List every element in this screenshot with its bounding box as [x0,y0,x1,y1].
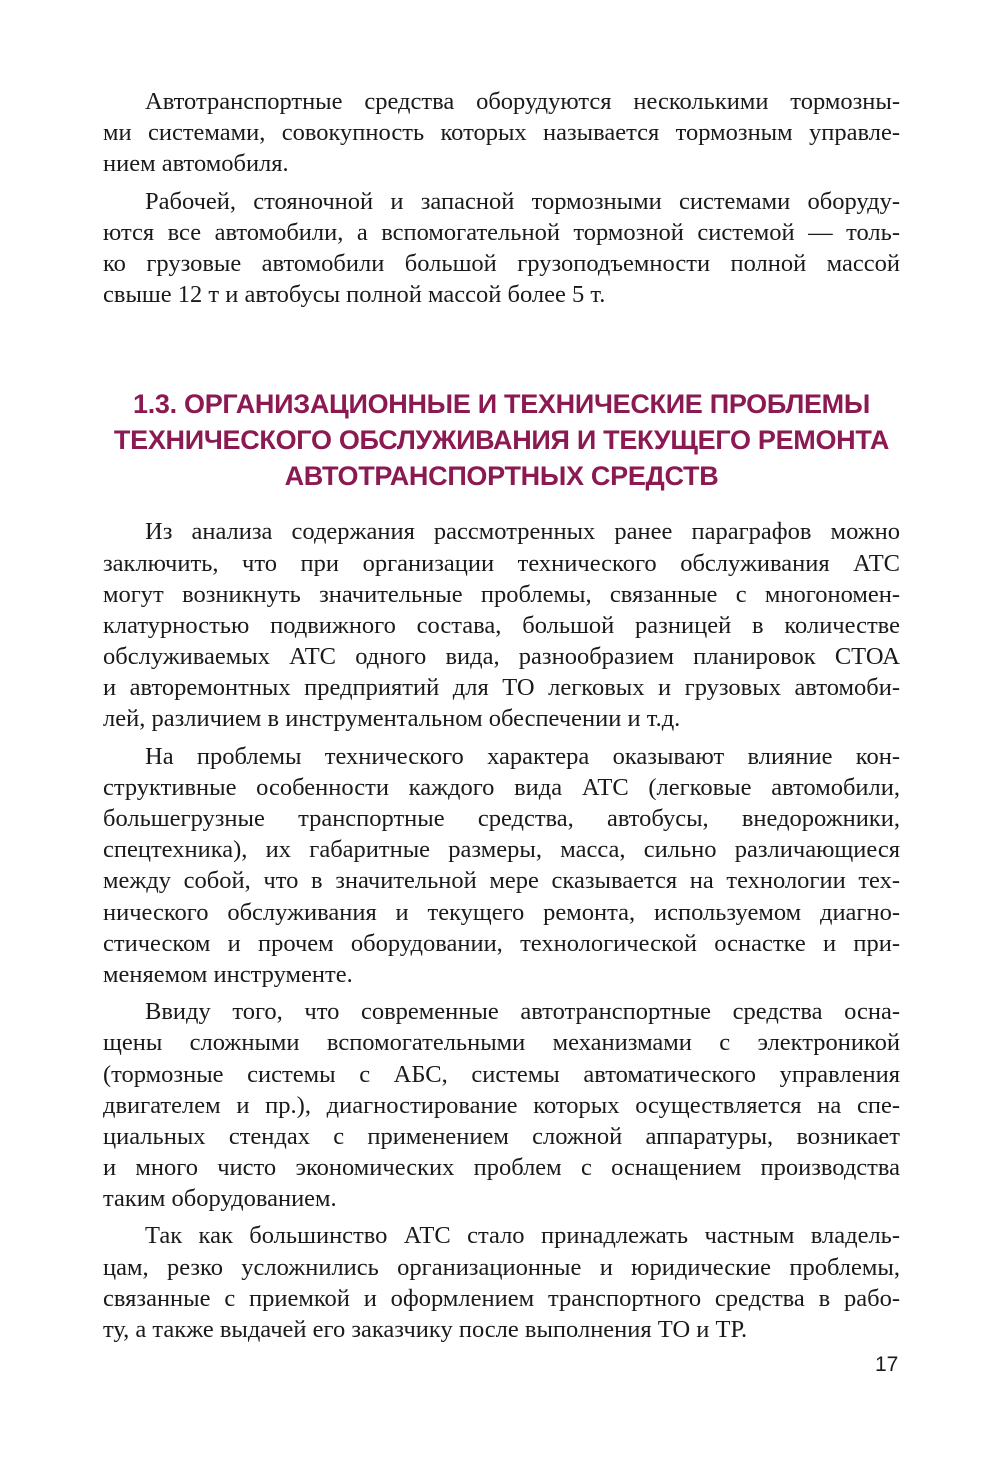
section-heading [103,386,900,494]
text-line: цам, резко усложнились организационные и юридические проблемы, [103,1253,900,1281]
text-line: и авторемонтных предприятий для ТО легковых и грузовых автомоби- [103,674,900,702]
text-line: двигателем и пр.), диагностирование которых осуществляется на спе- [103,1091,900,1119]
text-line: клатурностью подвижного состава, большой разницей в количестве [103,611,900,639]
text-line: могут возникнуть значительные проблемы, связанные с многономен- [103,580,900,608]
text-line: (тормозные системы с АБС, системы автоматического управления [103,1060,900,1088]
text-line: Автотранспортные средства оборудуются несколькими тормозны- [145,88,900,115]
text-line: обслуживаемых АТС одного вида, разнообразием планировок СТОА [103,643,900,671]
paragraph-organizational-problems [103,516,900,734]
text-line: заключить, что при организации технического обслуживания АТС [103,549,900,577]
text-line: ются все автомобили, а вспомогательной тормозной системой — толь- [103,218,900,246]
paragraph-technical-problems [103,741,900,991]
text-line: ми системами, совокупность которых называется тормозным управле- [103,119,900,147]
text-line: связанные с приемкой и оформлением транспортного средства в рабо- [103,1284,900,1312]
text-line: Так как большинство АТС стало принадлежать частным владель- [145,1222,900,1250]
text-line: структивные особенности каждого вида АТС (легковые автомобили, [103,773,900,801]
heading-line: 1.3. ОРГАНИЗАЦИОННЫЕ И ТЕХНИЧЕСКИЕ ПРОБЛЕМЫ [132,389,870,420]
text-line: свыше 12 т и автобусы полной массой более 5 т. [103,281,606,309]
text-line: ту, а также выдачей его заказчику после выполнения ТО и ТР. [103,1316,748,1343]
text-line: между собой, что в значительной мере сказывается на технологии тех- [103,867,900,895]
page-number: 17 [875,1353,899,1376]
text-line: меняемом инструменте. [103,960,353,988]
paragraph-legal-problems [103,1220,900,1345]
text-line: нием автомобиля. [103,150,289,178]
text-line: На проблемы технического характера оказывают влияние кон- [145,742,900,770]
paragraph-braking-systems [103,86,900,180]
paragraph-braking-equipment [103,186,900,311]
text-line: и много чисто экономических проблем с оснащением производства [103,1154,900,1182]
text-line: спецтехника), их габаритные размеры, масса, сильно различающиеся [103,836,900,864]
text-line: лей, различием в инструментальном обеспечении и т.д. [103,705,681,733]
text-line: ко грузовые автомобили большой грузоподъемности полной массой [103,249,900,277]
text-line: стическом и прочем оборудовании, технологической оснастке и при- [103,929,900,957]
text-line: Из анализа содержания рассмотренных ранее параграфов можно [145,518,900,546]
text-line: циальных стендах с применением сложной аппаратуры, возникает [103,1122,900,1150]
text-line: щены сложными вспомогательными механизмами с электроникой [103,1029,900,1057]
text-line: Рабочей, стояночной и запасной тормозными системами оборуду- [145,187,900,215]
text-line: Ввиду того, что современные автотранспортные средства осна- [145,998,900,1026]
paragraph-economic-problems [103,996,900,1214]
text-line: большегрузные транспортные средства, автобусы, внедорожники, [103,805,900,832]
heading-line: ТЕХНИЧЕСКОГО ОБСЛУЖИВАНИЯ И ТЕКУЩЕГО РЕМОНТА [113,425,890,456]
text-line: нического обслуживания и текущего ремонта, используемом диагно- [103,898,900,926]
text-line: таким оборудованием. [103,1185,337,1213]
heading-line: АВТОТРАНСПОРТНЫХ СРЕДСТВ [284,461,719,492]
page-body [103,86,900,1351]
